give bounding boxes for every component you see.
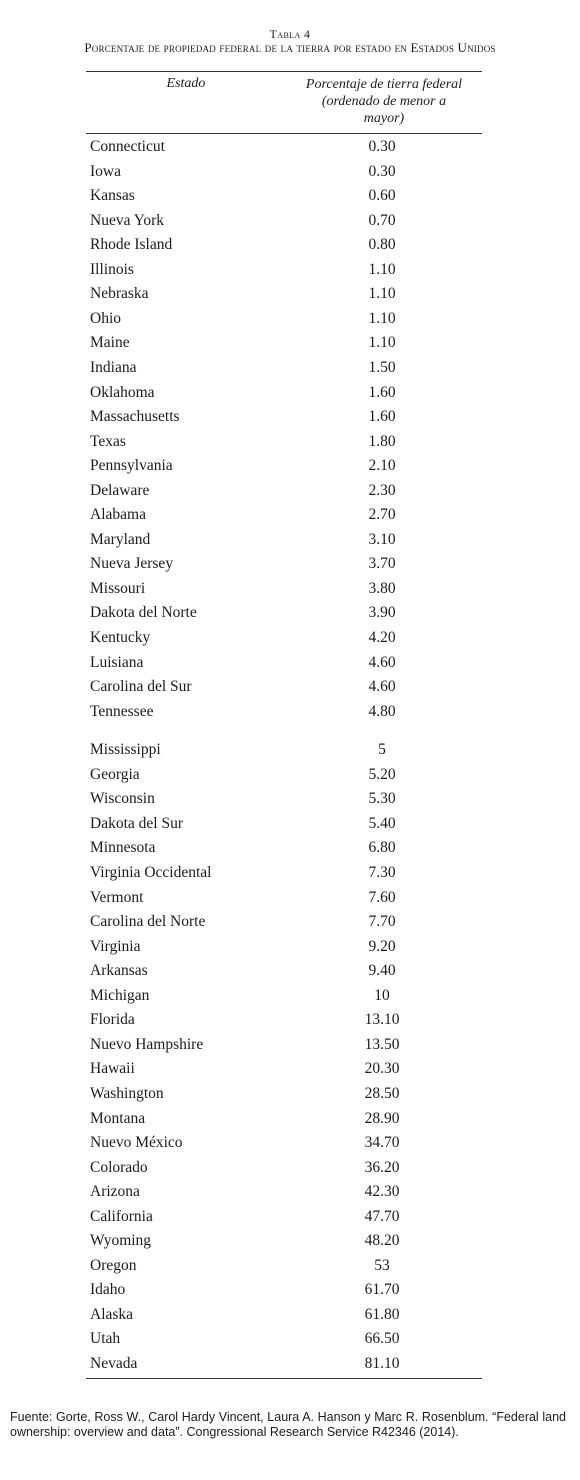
table-row [0, 1205, 580, 1229]
table-row [0, 1303, 580, 1327]
federal-land-percentage: 3.10 [368, 530, 396, 548]
state-name: Arizona [90, 1183, 140, 1201]
federal-land-percentage: 5 [378, 741, 386, 759]
state-name: Nevada [90, 1355, 138, 1372]
state-name: Minnesota [90, 839, 156, 857]
federal-land-percentage: 9.20 [368, 937, 396, 955]
federal-land-percentage: 7.70 [368, 913, 396, 931]
header-rule [86, 133, 482, 134]
column-header-percentage [291, 76, 477, 127]
federal-land-percentage: 1.60 [368, 383, 396, 401]
table-row [0, 812, 580, 836]
federal-land-percentage: 10 [374, 986, 390, 1004]
state-name: Wyoming [90, 1232, 152, 1250]
state-name: Alaska [90, 1305, 134, 1323]
state-name: Carolina del Norte [90, 913, 206, 931]
federal-land-percentage: 4.80 [368, 702, 396, 720]
table-row [0, 861, 580, 885]
state-name: Mississippi [90, 741, 161, 759]
state-name: Arkansas [90, 962, 148, 980]
federal-land-percentage: 2.10 [368, 457, 396, 475]
federal-land-percentage: 4.20 [368, 629, 396, 646]
table-row [0, 184, 580, 208]
federal-land-percentage: 28.50 [364, 1084, 400, 1102]
bottom-rule [86, 1378, 482, 1379]
federal-land-percentage: 3.90 [368, 604, 396, 622]
top-rule [86, 71, 482, 72]
table-row [0, 700, 580, 724]
table-row [0, 331, 580, 355]
table-row [0, 1278, 580, 1302]
state-name: Colorado [90, 1158, 148, 1176]
table-row [0, 1057, 580, 1081]
federal-land-percentage: 53 [374, 1256, 390, 1274]
source-note: Fuente: Gorte, Ross W., Carol Hardy Vincent, Laura A. Hanson y Marc R. Rosenblum. “Federal land ownership: overview and data”. Congressional Research Service R42346 (2014). [10, 1410, 566, 1439]
table-row [0, 1107, 580, 1131]
federal-land-percentage: 48.20 [364, 1232, 400, 1250]
column-header-state: Estado [166, 76, 206, 91]
table-row [0, 307, 580, 331]
federal-land-percentage: 1.10 [368, 285, 396, 303]
table-row [0, 626, 580, 650]
table-row [0, 675, 580, 699]
state-name: Ohio [90, 309, 121, 327]
federal-land-percentage: 66.50 [364, 1330, 400, 1348]
state-name: Carolina del Sur [90, 678, 192, 696]
state-name: Oregon [90, 1256, 137, 1274]
state-name: Wisconsin [90, 790, 155, 808]
state-name: Nebraska [90, 285, 149, 303]
table-row [0, 135, 580, 159]
table-title: Porcentaje de propiedad federal de la tierra por estado en Estados Unidos [84, 40, 496, 55]
federal-land-percentage: 13.50 [364, 1035, 400, 1053]
federal-land-percentage: 47.70 [364, 1207, 400, 1225]
table-row [0, 552, 580, 576]
table-row [0, 984, 580, 1008]
federal-land-percentage: 42.30 [364, 1183, 400, 1201]
table-row [0, 787, 580, 811]
state-name: Kentucky [90, 629, 151, 646]
federal-land-percentage: 61.70 [364, 1281, 400, 1299]
state-name: Nuevo México [90, 1134, 183, 1151]
state-name: Luisiana [90, 653, 144, 671]
state-name: Maryland [90, 530, 151, 548]
state-name: Florida [90, 1011, 135, 1029]
state-name: Nueva York [90, 211, 165, 229]
table-row [0, 282, 580, 306]
state-name: Rhode Island [90, 236, 173, 254]
table-row [0, 479, 580, 503]
federal-land-percentage: 61.80 [364, 1305, 400, 1323]
federal-land-percentage: 34.70 [364, 1134, 400, 1151]
table-row [0, 910, 580, 934]
table-row [0, 454, 580, 478]
state-name: Washington [90, 1084, 164, 1102]
federal-land-percentage: 0.30 [368, 138, 396, 155]
federal-land-percentage: 0.70 [368, 211, 396, 229]
table-row [0, 1131, 580, 1155]
state-name: Virginia Occidental [90, 864, 212, 881]
table-row [0, 503, 580, 527]
federal-land-percentage: 7.30 [368, 864, 396, 881]
table-row [0, 836, 580, 860]
federal-land-percentage: 7.60 [368, 888, 396, 906]
table-row [0, 935, 580, 959]
federal-land-percentage: 0.80 [368, 236, 396, 254]
state-name: Indiana [90, 359, 137, 376]
table-row [0, 1327, 580, 1351]
state-name: Virginia [90, 937, 141, 955]
state-name: Dakota del Norte [90, 604, 197, 622]
state-name: Illinois [90, 260, 134, 278]
table-row [0, 258, 580, 282]
state-name: Tennessee [90, 702, 154, 720]
table-row [0, 1229, 580, 1253]
federal-land-percentage: 5.40 [368, 814, 396, 832]
table-row [0, 430, 580, 454]
state-name: Hawaii [90, 1060, 135, 1078]
state-name: Texas [90, 432, 126, 450]
federal-land-percentage: 3.80 [368, 579, 396, 597]
table-row [0, 209, 580, 233]
state-name: Dakota del Sur [90, 814, 183, 832]
table-row [0, 1254, 580, 1278]
state-name: Montana [90, 1109, 146, 1127]
state-name: Connecticut [90, 138, 165, 155]
table-row [0, 1008, 580, 1032]
state-name: Alabama [90, 506, 146, 524]
table-row [0, 233, 580, 257]
table-row [0, 160, 580, 184]
table-row [0, 1033, 580, 1057]
table-row [0, 886, 580, 910]
federal-land-percentage: 1.10 [368, 334, 396, 352]
table-row [0, 959, 580, 983]
column-header-percentage-line-1: Porcentaje de tierra federal [305, 77, 463, 92]
federal-land-percentage: 1.10 [368, 309, 396, 327]
table-row [0, 1352, 580, 1376]
table-row [0, 601, 580, 625]
column-header-percentage-line-2: (ordenado de menor a [321, 94, 447, 109]
federal-land-percentage: 20.30 [364, 1060, 400, 1078]
state-name: Missouri [90, 579, 146, 597]
federal-land-percentage: 81.10 [364, 1355, 400, 1372]
federal-land-percentage: 0.30 [368, 162, 396, 180]
federal-land-percentage: 5.20 [368, 765, 396, 783]
state-name: Nueva Jersey [90, 555, 174, 573]
federal-land-percentage: 2.70 [368, 506, 396, 524]
state-name: Delaware [90, 481, 150, 499]
federal-land-percentage: 3.70 [368, 555, 396, 573]
federal-land-percentage: 0.60 [368, 187, 396, 205]
federal-land-percentage: 13.10 [364, 1011, 400, 1029]
state-name: Utah [90, 1330, 121, 1348]
table-row [0, 356, 580, 380]
federal-land-percentage: 1.60 [368, 408, 396, 426]
table-row [0, 528, 580, 552]
table-row [0, 1082, 580, 1106]
federal-land-percentage: 2.30 [368, 481, 396, 499]
table-row [0, 738, 580, 762]
state-name: Idaho [90, 1281, 126, 1299]
federal-land-percentage: 1.50 [368, 359, 396, 376]
table-number: Tabla 4 [269, 27, 311, 41]
federal-land-percentage: 36.20 [364, 1158, 400, 1176]
federal-land-percentage: 28.90 [364, 1109, 400, 1127]
state-name: Maine [90, 334, 130, 352]
table-row [0, 1156, 580, 1180]
federal-land-percentage: 1.10 [368, 260, 396, 278]
state-name: Pennsylvania [90, 457, 173, 475]
federal-land-percentage: 1.80 [368, 432, 396, 450]
state-name: Georgia [90, 765, 140, 783]
federal-land-percentage: 6.80 [368, 839, 396, 857]
state-name: California [90, 1207, 153, 1225]
federal-land-percentage: 4.60 [368, 678, 396, 696]
table-row [0, 577, 580, 601]
state-name: Nuevo Hampshire [90, 1035, 204, 1053]
state-name: Oklahoma [90, 383, 155, 401]
federal-land-percentage: 4.60 [368, 653, 396, 671]
column-header-percentage-line-3: mayor) [363, 111, 405, 126]
federal-land-percentage: 9.40 [368, 962, 396, 980]
table-row [0, 381, 580, 405]
federal-land-percentage: 5.30 [368, 790, 396, 808]
state-name: Iowa [90, 162, 121, 180]
state-name: Vermont [90, 888, 144, 906]
table-row [0, 651, 580, 675]
state-name: Michigan [90, 986, 150, 1004]
state-name: Massachusetts [90, 408, 180, 426]
table-row [0, 405, 580, 429]
state-name: Kansas [90, 187, 135, 205]
table-row [0, 1180, 580, 1204]
table-row [0, 763, 580, 787]
